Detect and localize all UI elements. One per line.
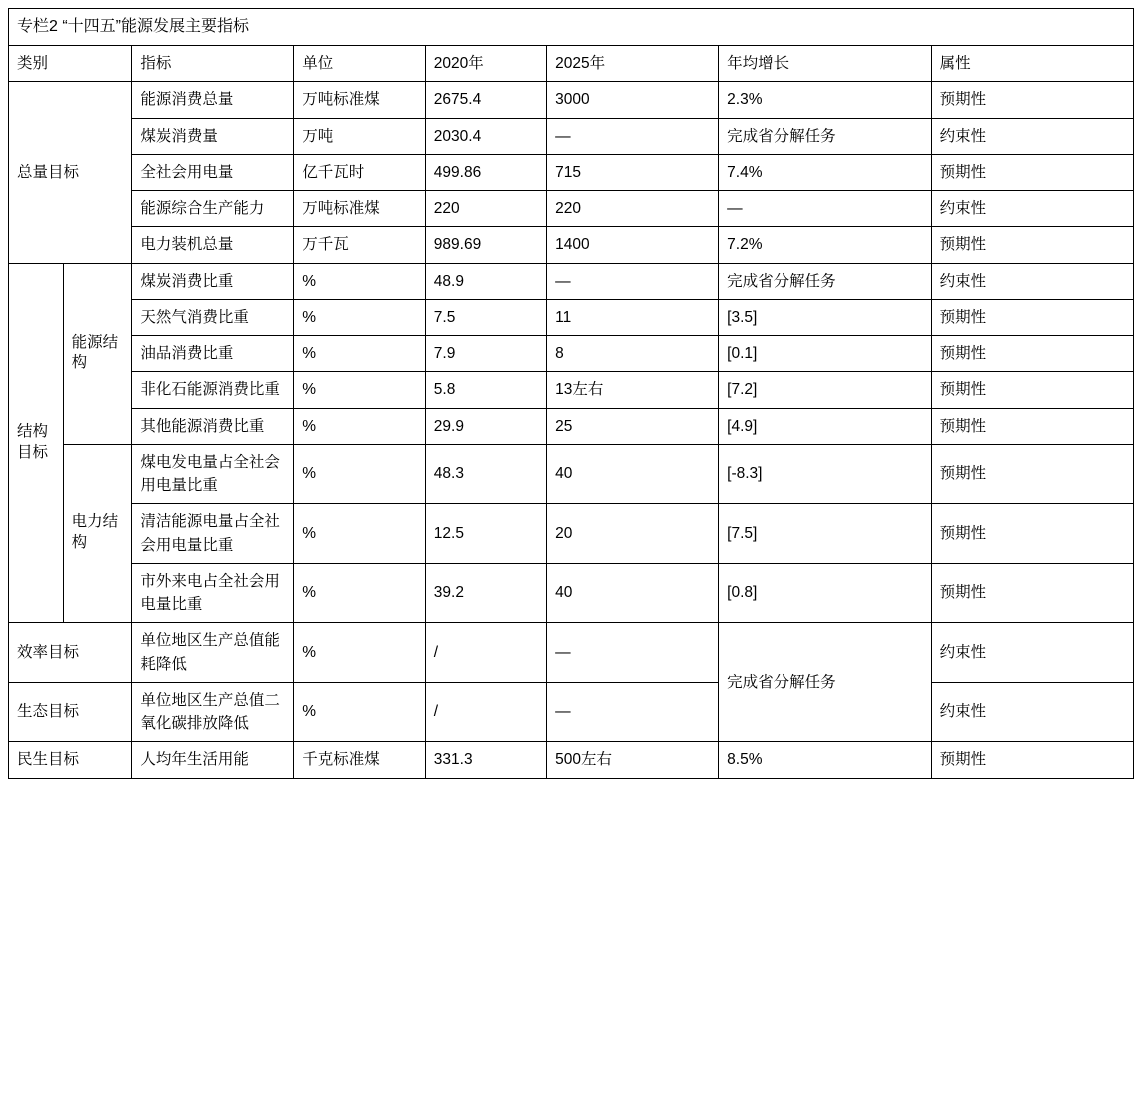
group-label-structure [9, 263, 64, 623]
group-label-total-text: 总量目标 [17, 163, 80, 181]
cell-2025: 40 [547, 563, 719, 623]
cell-attribute: 预期性 [931, 227, 1133, 263]
cell-growth: [0.8] [719, 563, 931, 623]
table-row [9, 563, 1134, 623]
cell-indicator: 能源综合生产能力 [132, 191, 294, 227]
cell-growth: 7.4% [719, 154, 931, 190]
column-header-category: 类别 [9, 46, 132, 82]
cell-growth: 7.2% [719, 227, 931, 263]
cell-unit: % [294, 336, 426, 372]
cell-2020: 2675.4 [425, 82, 546, 118]
cell-attribute: 预期性 [931, 372, 1133, 408]
cell-attribute: 预期性 [931, 504, 1133, 564]
cell-2025: 1400 [547, 227, 719, 263]
table-row [9, 742, 1134, 778]
cell-unit: % [294, 563, 426, 623]
cell-growth: [3.5] [719, 299, 931, 335]
table-row [9, 191, 1134, 227]
cell-unit: % [294, 623, 426, 683]
column-header-growth: 年均增长 [719, 46, 931, 82]
cell-2020: 7.5 [425, 299, 546, 335]
table-caption: 专栏2 “十四五”能源发展主要指标 [9, 9, 1134, 46]
cell-growth-merged: 完成省分解任务 [719, 623, 931, 742]
cell-unit: 万吨标准煤 [294, 82, 426, 118]
cell-growth: 2.3% [719, 82, 931, 118]
cell-2020: / [425, 623, 546, 683]
cell-unit: % [294, 299, 426, 335]
table-row [9, 372, 1134, 408]
cell-2020: / [425, 682, 546, 742]
cell-2025: 500左右 [547, 742, 719, 778]
table-row [9, 623, 1134, 683]
cell-2025: 40 [547, 444, 719, 504]
cell-unit: % [294, 682, 426, 742]
cell-2020: 499.86 [425, 154, 546, 190]
group-label-energy-structure-text: 能源结构 [71, 333, 119, 372]
cell-2020: 7.9 [425, 336, 546, 372]
cell-2020: 989.69 [425, 227, 546, 263]
cell-growth: [4.9] [719, 408, 931, 444]
cell-2020: 12.5 [425, 504, 546, 564]
group-label-power-structure-text: 电力结构 [71, 513, 119, 552]
cell-attribute: 约束性 [931, 263, 1133, 299]
cell-2025: 220 [547, 191, 719, 227]
cell-2020: 331.3 [425, 742, 546, 778]
cell-growth: [0.1] [719, 336, 931, 372]
table-row [9, 263, 1134, 299]
cell-unit: % [294, 372, 426, 408]
cell-attribute: 预期性 [931, 82, 1133, 118]
group-label-energy-structure [63, 263, 132, 444]
table-row [9, 408, 1134, 444]
cell-indicator: 能源消费总量 [132, 82, 294, 118]
cell-attribute: 预期性 [931, 408, 1133, 444]
cell-indicator: 油品消费比重 [132, 336, 294, 372]
cell-2020: 48.9 [425, 263, 546, 299]
cell-attribute: 约束性 [931, 623, 1133, 683]
group-label-total [9, 82, 132, 263]
column-header-attribute: 属性 [931, 46, 1133, 82]
cell-2025: — [547, 623, 719, 683]
cell-growth: 完成省分解任务 [719, 118, 931, 154]
cell-growth: [7.5] [719, 504, 931, 564]
cell-2020: 5.8 [425, 372, 546, 408]
cell-unit: % [294, 408, 426, 444]
cell-attribute: 预期性 [931, 444, 1133, 504]
group-label-ecology [9, 682, 132, 742]
table-row [9, 82, 1134, 118]
cell-2025: 25 [547, 408, 719, 444]
cell-indicator: 全社会用电量 [132, 154, 294, 190]
cell-indicator: 清洁能源电量占全社会用电量比重 [132, 504, 294, 564]
cell-indicator: 煤电发电量占全社会用电量比重 [132, 444, 294, 504]
cell-2020: 29.9 [425, 408, 546, 444]
cell-attribute: 预期性 [931, 154, 1133, 190]
cell-attribute: 预期性 [931, 563, 1133, 623]
table-row [9, 504, 1134, 564]
group-label-structure-text: 结构目标 [17, 422, 49, 461]
cell-2020: 2030.4 [425, 118, 546, 154]
cell-indicator: 市外来电占全社会用电量比重 [132, 563, 294, 623]
cell-indicator: 其他能源消费比重 [132, 408, 294, 444]
cell-growth: — [719, 191, 931, 227]
cell-unit: 万千瓦 [294, 227, 426, 263]
cell-indicator: 煤炭消费量 [132, 118, 294, 154]
column-header-year2020: 2020年 [425, 46, 546, 82]
cell-growth: 完成省分解任务 [719, 263, 931, 299]
table-row [9, 118, 1134, 154]
cell-2025: — [547, 682, 719, 742]
group-label-efficiency [9, 623, 132, 683]
cell-attribute: 约束性 [931, 191, 1133, 227]
table-row [9, 444, 1134, 504]
cell-unit: % [294, 263, 426, 299]
cell-unit: 万吨 [294, 118, 426, 154]
table-row [9, 299, 1134, 335]
cell-indicator: 单位地区生产总值二氧化碳排放降低 [132, 682, 294, 742]
cell-attribute: 约束性 [931, 682, 1133, 742]
column-header-unit: 单位 [294, 46, 426, 82]
cell-indicator: 单位地区生产总值能耗降低 [132, 623, 294, 683]
group-label-efficiency-text: 效率目标 [17, 643, 80, 661]
cell-2020: 39.2 [425, 563, 546, 623]
cell-2025: — [547, 263, 719, 299]
cell-unit: 千克标准煤 [294, 742, 426, 778]
cell-attribute: 约束性 [931, 118, 1133, 154]
cell-2025: 715 [547, 154, 719, 190]
group-label-ecology-text: 生态目标 [17, 703, 80, 721]
cell-2020: 220 [425, 191, 546, 227]
table-row [9, 682, 1134, 742]
column-header-indicator: 指标 [132, 46, 294, 82]
cell-2025: 8 [547, 336, 719, 372]
cell-2025: — [547, 118, 719, 154]
cell-attribute: 预期性 [931, 336, 1133, 372]
cell-indicator: 人均年生活用能 [132, 742, 294, 778]
table-row [9, 336, 1134, 372]
cell-2025: 3000 [547, 82, 719, 118]
table-row [9, 154, 1134, 190]
table-caption-row [9, 9, 1134, 46]
cell-attribute: 预期性 [931, 299, 1133, 335]
cell-growth: 8.5% [719, 742, 931, 778]
table-header-row [9, 46, 1134, 82]
cell-growth: [7.2] [719, 372, 931, 408]
cell-unit: % [294, 444, 426, 504]
group-label-livelihood [9, 742, 132, 778]
cell-attribute: 预期性 [931, 742, 1133, 778]
cell-2025: 20 [547, 504, 719, 564]
cell-indicator: 电力装机总量 [132, 227, 294, 263]
cell-unit: 万吨标准煤 [294, 191, 426, 227]
group-label-power-structure [63, 444, 132, 623]
cell-growth: [-8.3] [719, 444, 931, 504]
group-label-livelihood-text: 民生目标 [17, 751, 80, 769]
cell-2020: 48.3 [425, 444, 546, 504]
cell-indicator: 煤炭消费比重 [132, 263, 294, 299]
table-row [9, 227, 1134, 263]
cell-2025: 11 [547, 299, 719, 335]
cell-indicator: 非化石能源消费比重 [132, 372, 294, 408]
cell-unit: 亿千瓦时 [294, 154, 426, 190]
cell-unit: % [294, 504, 426, 564]
cell-2025: 13左右 [547, 372, 719, 408]
column-header-year2025: 2025年 [547, 46, 719, 82]
energy-indicator-table [8, 8, 1134, 779]
cell-indicator: 天然气消费比重 [132, 299, 294, 335]
